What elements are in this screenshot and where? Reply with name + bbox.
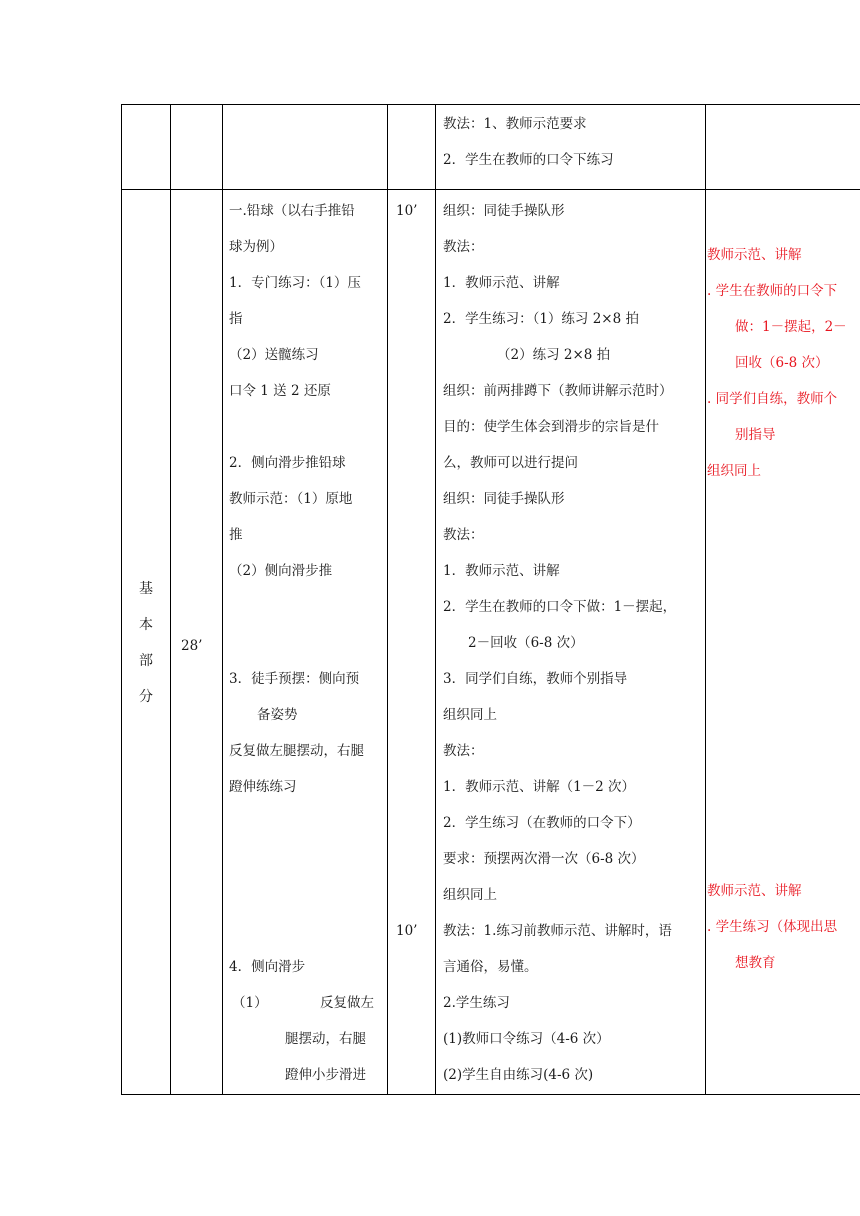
table-top-rule xyxy=(121,104,860,105)
content-line: 蹬伸小步滑进 xyxy=(285,1067,366,1083)
note-line: 别指导 xyxy=(735,427,776,443)
note-line: 回收（6-8 次） xyxy=(735,355,829,371)
org-line: (2)学生自由练习(4-6 次) xyxy=(443,1067,594,1083)
col-border-5 xyxy=(435,104,436,1095)
content-line: 球为例） xyxy=(229,239,283,255)
note-line: . 学生练习（体现出思 xyxy=(707,919,838,935)
table-bottom-rule xyxy=(121,1094,860,1095)
content-line: 1．专门练习：（1）压 xyxy=(229,275,361,291)
top-method-line-2: 2．学生在教师的口令下练习 xyxy=(443,152,614,168)
org-line: 2.学生练习 xyxy=(443,995,510,1011)
content-line: 教师示范：（1）原地 xyxy=(229,491,353,507)
org-line: （2）练习 2×8 拍 xyxy=(497,347,611,363)
org-line: 目的：使学生体会到滑步的宗旨是什 xyxy=(443,419,659,435)
col-border-3 xyxy=(222,104,223,1095)
col-border-1 xyxy=(121,104,122,1095)
col-border-4 xyxy=(387,104,388,1095)
org-line: 教法： xyxy=(443,743,484,759)
total-time: 28’ xyxy=(181,638,203,654)
org-line: 2．学生练习（在教师的口令下） xyxy=(443,815,641,831)
row-divider xyxy=(121,189,860,190)
content-line: 备姿势 xyxy=(257,707,298,723)
content-line: （2）侧向滑步推 xyxy=(229,563,333,579)
content-line: 一.铅球（以右手推铅 xyxy=(229,203,355,219)
part-time: 10’ xyxy=(396,923,418,939)
note-line: 做：1－摆起，2－ xyxy=(735,319,847,335)
org-line: 要求：预摆两次滑一次（6-8 次） xyxy=(443,851,645,867)
org-line: 教法： xyxy=(443,239,484,255)
col-border-6 xyxy=(705,104,706,1095)
content-line: （2）送髋练习 xyxy=(229,347,319,363)
note-line: . 同学们自练，教师个 xyxy=(707,391,838,407)
org-line: 3．同学们自练，教师个别指导 xyxy=(443,671,628,687)
content-line: 蹬伸练练习 xyxy=(229,779,297,795)
org-line: 1．教师示范、讲解 xyxy=(443,275,560,291)
content-line: 反复做左 xyxy=(320,995,374,1011)
org-line: 2－回收（6-8 次） xyxy=(468,635,584,651)
org-line: 组织：同徒手操队形 xyxy=(443,491,565,507)
org-line: 教法： xyxy=(443,527,484,543)
content-line: 反复做左腿摆动，右腿 xyxy=(229,743,364,759)
content-line: 推 xyxy=(229,527,243,543)
content-line: （1） xyxy=(232,995,268,1011)
note-line: 想教育 xyxy=(735,955,776,971)
content-line: 指 xyxy=(229,311,243,327)
col-border-2 xyxy=(170,104,171,1095)
section-label-char: 分 xyxy=(139,689,153,705)
content-line: 2．侧向滑步推铅球 xyxy=(229,455,346,471)
org-line: 教法：1.练习前教师示范、讲解时，语 xyxy=(443,923,672,939)
content-line: 3．徒手预摆：侧向预 xyxy=(229,671,360,687)
org-line: 组织：前两排蹲下（教师讲解示范时） xyxy=(443,383,673,399)
org-line: 1．教师示范、讲解 xyxy=(443,563,560,579)
org-line: 么，教师可以进行提问 xyxy=(443,455,578,471)
note-line: 教师示范、讲解 xyxy=(707,247,802,263)
note-line: . 学生在教师的口令下 xyxy=(707,283,838,299)
section-label-char: 部 xyxy=(139,653,153,669)
part-time: 10’ xyxy=(396,203,418,219)
org-line: 组织同上 xyxy=(443,707,497,723)
note-line: 组织同上 xyxy=(707,463,761,479)
content-line: 口令 1 送 2 还原 xyxy=(229,383,331,399)
org-line: 组织：同徒手操队形 xyxy=(443,203,565,219)
note-line: 教师示范、讲解 xyxy=(707,883,802,899)
top-method-line-1: 教法：1、教师示范要求 xyxy=(443,116,587,132)
org-line: 组织同上 xyxy=(443,887,497,903)
content-line: 4．侧向滑步 xyxy=(229,959,306,975)
org-line: 2．学生在教师的口令下做：1－摆起， xyxy=(443,599,677,615)
content-line: 腿摆动，右腿 xyxy=(285,1031,366,1047)
section-label-char: 本 xyxy=(139,617,153,633)
section-label-char: 基 xyxy=(139,581,153,597)
org-line: 言通俗，易懂。 xyxy=(443,959,538,975)
org-line: 2．学生练习：（1）练习 2×8 拍 xyxy=(443,311,640,327)
org-line: (1)教师口令练习（4-6 次） xyxy=(443,1031,610,1047)
org-line: 1．教师示范、讲解（1－2 次） xyxy=(443,779,636,795)
